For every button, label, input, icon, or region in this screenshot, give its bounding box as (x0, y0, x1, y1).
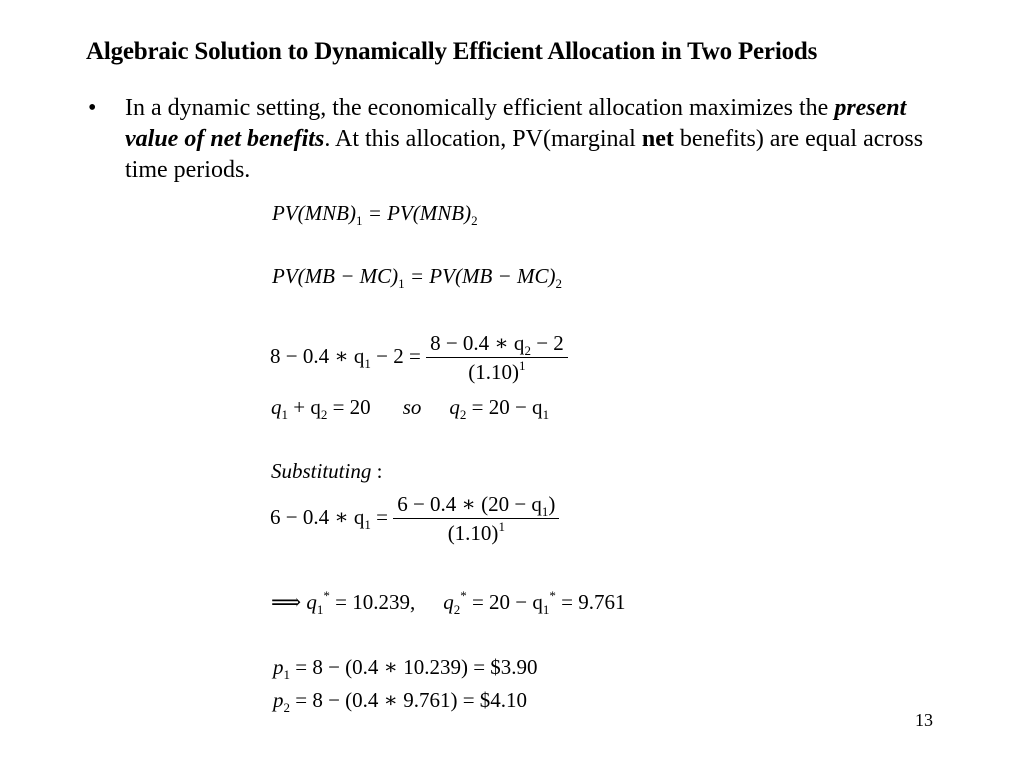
eq3-lhs-sub: 1 (364, 355, 371, 371)
eq7-rhs: = 8 − (0.4 ∗ 10.239) = $3.90 (290, 655, 538, 679)
eq1-lhs: PV(MNB) (272, 201, 356, 225)
equation-pv-mnb (272, 201, 478, 228)
eq6-q2: q (443, 590, 454, 614)
eq3-num-sub: 2 (524, 343, 531, 358)
eq7-sub: 1 (283, 667, 290, 682)
eq5-lhs-a: 6 − 0.4 ∗ q (270, 504, 365, 529)
eq1-lhs-sub: 1 (355, 213, 363, 228)
eq3-num-b: − 2 (530, 331, 564, 355)
eq4-eq: = 20 (327, 395, 371, 419)
bullet-text-part3: benefits) are equal across time periods. (125, 126, 924, 183)
eq2-lhs-sub: 1 (398, 276, 405, 291)
eq4-q2: q (449, 395, 460, 419)
eq2-rhs: = PV(MB − MC) (404, 264, 556, 288)
slide-title: Algebraic Solution to Dynamically Efficient Allocation in Two Periods (86, 38, 818, 65)
eq5-denominator (393, 518, 559, 544)
equation-substituted (270, 494, 559, 544)
eq7-p: p (273, 655, 284, 679)
equation-price-period-2 (273, 688, 528, 715)
implies-arrow: ⟹ (271, 590, 302, 614)
equation-quantity-constraint (271, 395, 550, 422)
eq6-s3: 1 (542, 602, 550, 617)
eq2-lhs: PV(MB − MC) (272, 264, 399, 288)
eq3-fraction (426, 333, 568, 383)
bullet-bold-word: net (641, 126, 674, 152)
bullet-marker: • (88, 95, 97, 121)
eq3-lhs-b: − 2 = (370, 343, 427, 368)
eq5-num-sub: 1 (541, 504, 549, 519)
eq6-val1: = 10.239, (329, 590, 416, 614)
equation-optimal-quantities (271, 588, 626, 617)
eq4-eq2: = 20 − q (466, 395, 543, 419)
bullet-point (88, 93, 928, 186)
eq4-plus: + q (288, 395, 321, 419)
eq2-rhs-sub: 2 (555, 276, 562, 291)
eq8-rhs: = 8 − (0.4 ∗ 9.761) = $4.10 (290, 688, 528, 712)
eq6-mid: = 20 − q (466, 590, 543, 614)
eq4-so: so (402, 395, 422, 419)
bullet-text-part1: In a dynamic setting, the economically efficient allocation maximizes the (125, 95, 835, 121)
eq6-star2: * (460, 588, 467, 603)
eq3-den-sup: 1 (519, 358, 526, 373)
eq5-num-b: ) (548, 492, 556, 516)
page-number: 13 (915, 710, 933, 730)
eq6-star1: * (323, 588, 330, 603)
equation-price-period-1 (273, 655, 538, 682)
eq6-val2: = 9.761 (555, 590, 626, 614)
eq4-sub1: 1 (281, 407, 288, 422)
eq5-numerator (393, 494, 559, 518)
eq3-lhs-a: 8 − 0.4 ∗ q (270, 343, 365, 368)
eq6-s2: 2 (453, 602, 461, 617)
eq4-q: q (271, 395, 282, 419)
substituting-colon: : (371, 459, 383, 483)
eq5-den: (1.10) (447, 521, 499, 545)
eq3-numerator (426, 333, 568, 357)
eq8-sub: 2 (283, 700, 290, 715)
equation-pv-mb-mc (272, 264, 562, 291)
eq1-rhs-sub: 2 (471, 213, 478, 228)
eq3-num-a: 8 − 0.4 ∗ q (430, 331, 525, 355)
eq3-denominator (426, 357, 568, 383)
eq1-rhs: = PV(MNB) (362, 201, 472, 225)
eq4-sub4: 1 (542, 407, 550, 422)
eq3-den: (1.10) (468, 360, 520, 384)
eq6-s1: 1 (316, 602, 324, 617)
eq5-fraction (393, 494, 559, 544)
eq5-num-a: 6 − 0.4 ∗ (20 − q (397, 492, 542, 516)
substituting-word: Substituting (271, 459, 372, 483)
eq4-sub3: 2 (459, 407, 467, 422)
eq5-lhs-b: = (370, 504, 394, 529)
substituting-label (271, 461, 382, 482)
eq5-den-sup: 1 (498, 519, 505, 534)
bullet-emphasis: present value of net benefits (125, 95, 907, 152)
bullet-text (125, 93, 928, 186)
eq6-q1: q (306, 590, 317, 614)
eq4-sub2: 2 (320, 407, 328, 422)
equation-marginal-benefit (270, 333, 568, 383)
eq5-lhs-sub: 1 (364, 516, 371, 532)
bullet-text-part2: . At this allocation, PV(marginal (324, 126, 642, 152)
eq6-star3: * (549, 588, 556, 603)
eq8-p: p (273, 688, 284, 712)
